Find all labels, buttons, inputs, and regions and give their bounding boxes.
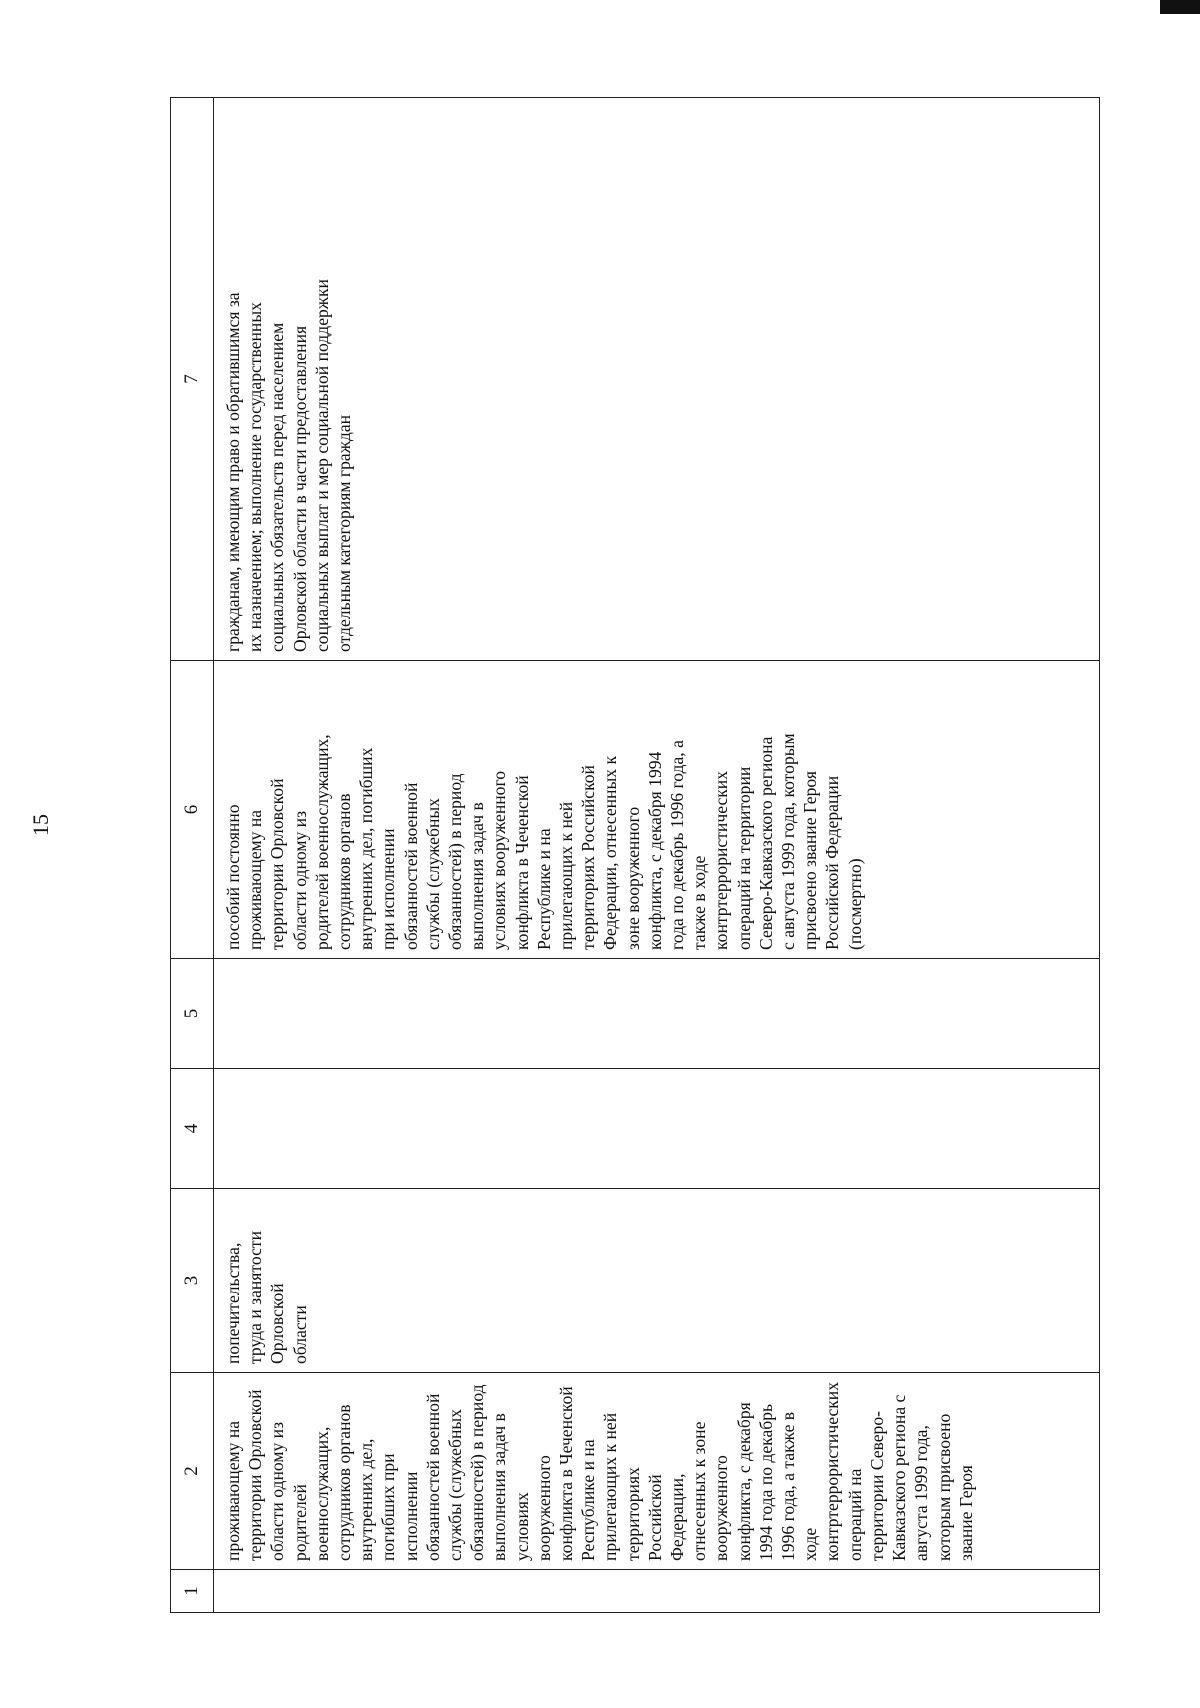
table-cell-col1	[214, 1570, 1100, 1613]
benefit-description-text: пособий постоянно проживающему на территории Орловской области одному из родителей военнослужащих, сотрудников органов внутренних дел, погибших при исполнении обязанностей военной службы (служебных обязанностей) в период выполнения задач в условиях вооруженного конфликта в Чеченской Республике и на прилегающих к ней территориях Российской Федерации, отнесенных к зоне вооруженного конфликта, с декабря 1994 года по декабрь 1996 года, а также в ходе контртеррористических операций на территории Северо-Кавказского региона с августа 1999 года, которым присвоено звание Героя Российской Федерации (посмертно)	[223, 733, 865, 950]
column-header-1: 1	[171, 1570, 214, 1613]
program-table	[170, 97, 1100, 1613]
column-header-4: 4	[171, 1069, 214, 1189]
column-header-7: 7	[171, 98, 214, 661]
table-header-row	[171, 98, 214, 1613]
table-cell-col4	[214, 1069, 1100, 1189]
table-cell-col7	[214, 98, 1100, 661]
rotated-table-container	[170, 98, 1100, 1613]
table-cell-col6	[214, 661, 1100, 959]
measure-recipient-text: проживающему на территории Орловской области одному из родителей военнослужащих, сотрудников органов внутренних дел, погибших при исполнении обязанностей военной службы (служебных обязанностей) в период выполнения задач в условиях вооруженного конфликта в Чеченской Республике и на прилегающих к ней территориях Российской Федерации, отнесенных к зоне вооруженного конфликта, с декабря 1994 года по декабрь 1996 года, а также в ходе контртеррористических операций на территории Северо- Кавказского региона с августа 1999 года, которым присвоено звание Героя	[223, 1381, 976, 1561]
column-header-3: 3	[171, 1189, 214, 1373]
column-header-2: 2	[171, 1373, 214, 1570]
expected-result-text: гражданам, имеющим право и обратившимся за их назначением; выполнение государственных социальных обязательств перед населением Орловской области в части предоставления социальных выплат и мер социальной поддержки отдельным категориям граждан	[223, 279, 355, 652]
column-header-6: 6	[171, 661, 214, 959]
table-cell-col3	[214, 1189, 1100, 1373]
responsible-department-text: попечительства, труда и занятости Орловской области	[223, 1230, 310, 1364]
page-number: 15	[28, 814, 53, 836]
table-cell-col5	[214, 959, 1100, 1069]
column-header-5: 5	[171, 959, 214, 1069]
table-row	[214, 98, 1100, 1613]
scan-artifact-bar	[1160, 0, 1200, 14]
table-cell-col2	[214, 1373, 1100, 1570]
